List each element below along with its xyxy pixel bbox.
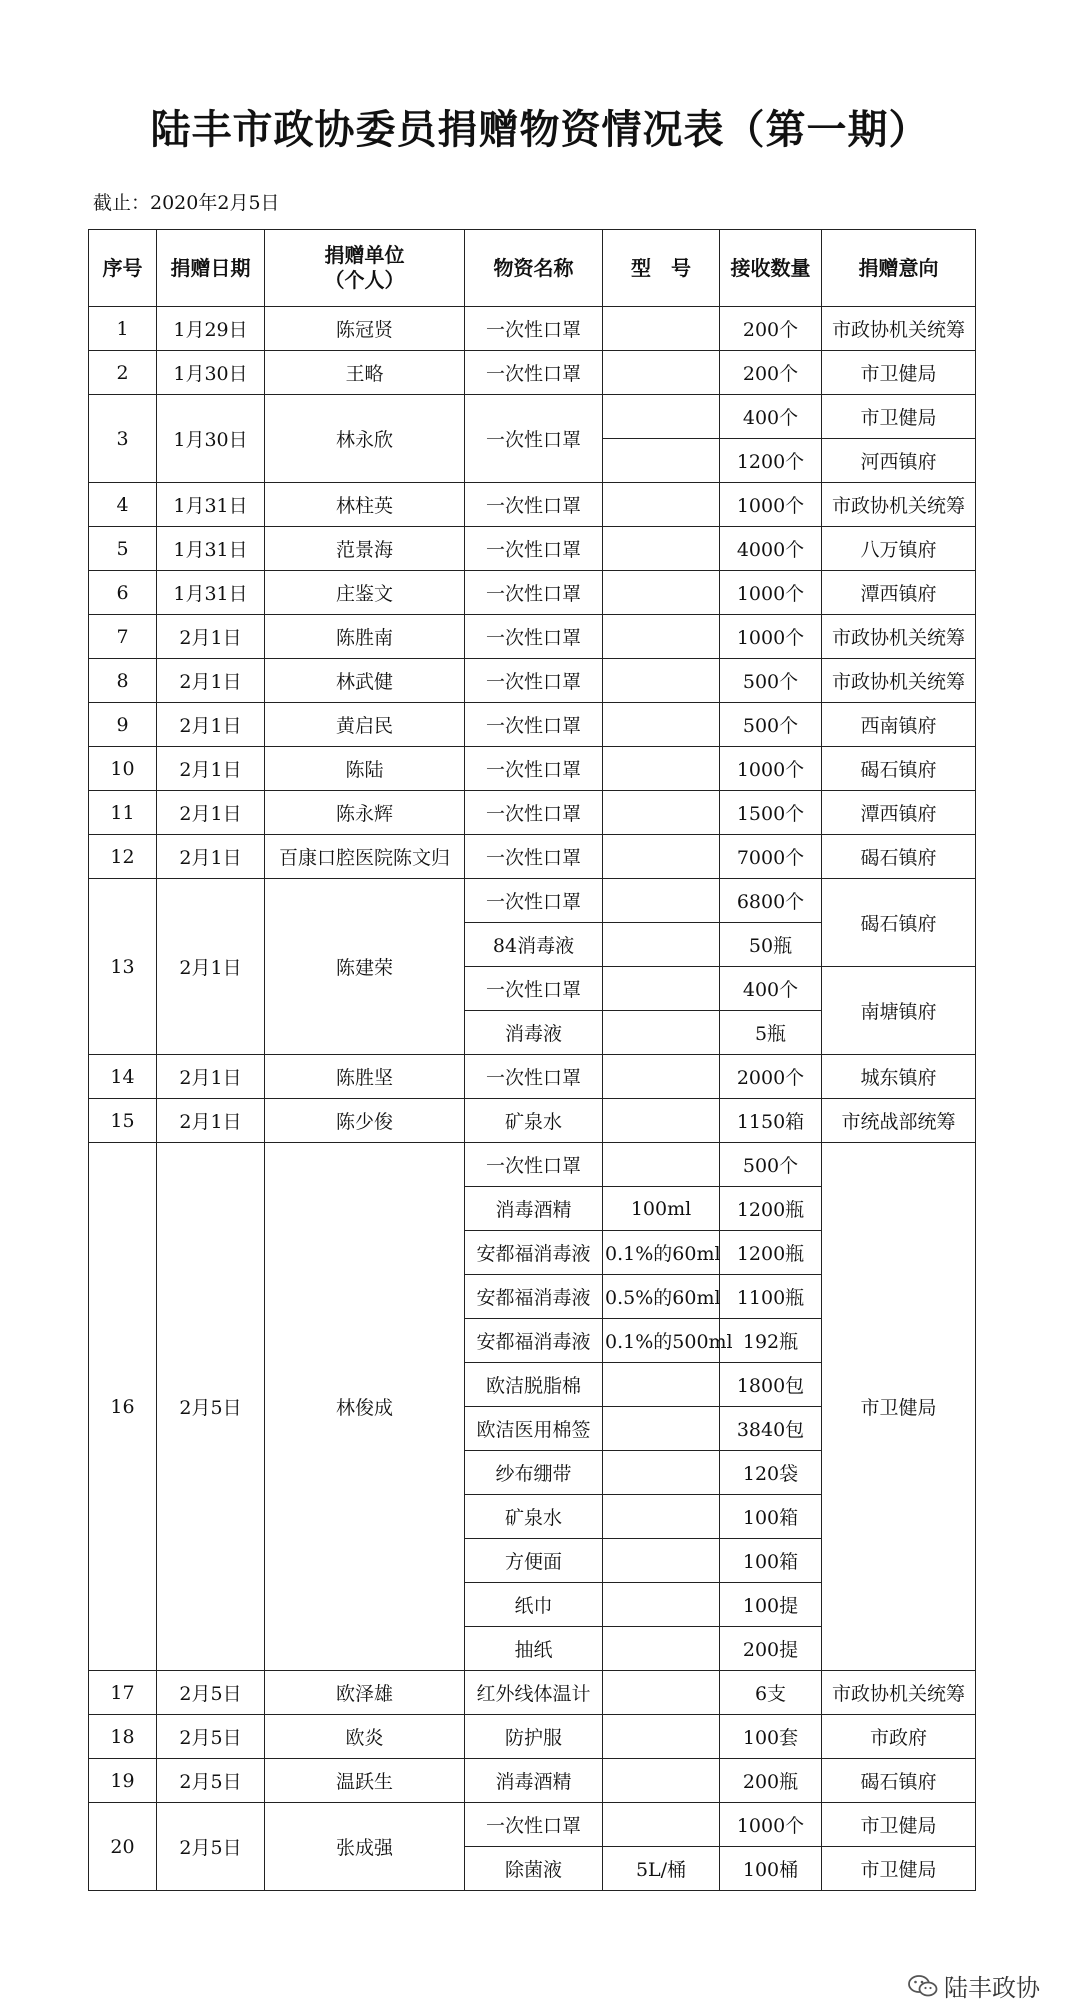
cell-item: 一次性口罩 bbox=[465, 659, 603, 703]
header-qty: 接收数量 bbox=[720, 230, 822, 307]
cell-model bbox=[603, 703, 720, 747]
header-donor-line2: （个人） bbox=[324, 268, 405, 292]
cell-no: 13 bbox=[89, 879, 157, 1055]
cell-qty: 100套 bbox=[720, 1715, 822, 1759]
cell-item: 一次性口罩 bbox=[465, 791, 603, 835]
cell-item: 一次性口罩 bbox=[465, 395, 603, 483]
table-row bbox=[89, 351, 976, 395]
cell-qty: 1000个 bbox=[720, 1803, 822, 1847]
table-row bbox=[89, 307, 976, 351]
cell-date: 2月1日 bbox=[157, 1099, 265, 1143]
cell-recipient: 碣石镇府 bbox=[822, 1759, 976, 1803]
cell-item: 纱布绷带 bbox=[465, 1451, 603, 1495]
cell-recipient: 潭西镇府 bbox=[822, 791, 976, 835]
cell-qty: 100箱 bbox=[720, 1539, 822, 1583]
cell-qty: 500个 bbox=[720, 703, 822, 747]
cell-item: 一次性口罩 bbox=[465, 1803, 603, 1847]
cell-model bbox=[603, 791, 720, 835]
cell-donor: 林俊成 bbox=[265, 1143, 465, 1671]
cell-item: 矿泉水 bbox=[465, 1495, 603, 1539]
cell-recipient: 碣石镇府 bbox=[822, 835, 976, 879]
cell-model bbox=[603, 1099, 720, 1143]
table-row bbox=[89, 791, 976, 835]
cell-item: 欧洁脱脂棉 bbox=[465, 1363, 603, 1407]
cell-no: 20 bbox=[89, 1803, 157, 1891]
cell-qty: 120袋 bbox=[720, 1451, 822, 1495]
cell-item: 一次性口罩 bbox=[465, 527, 603, 571]
cell-model bbox=[603, 835, 720, 879]
table-row bbox=[89, 615, 976, 659]
cell-model bbox=[603, 1759, 720, 1803]
cell-date: 2月5日 bbox=[157, 1715, 265, 1759]
cell-model bbox=[603, 1539, 720, 1583]
cell-model bbox=[603, 1495, 720, 1539]
cell-qty: 1200瓶 bbox=[720, 1187, 822, 1231]
cell-qty: 50瓶 bbox=[720, 923, 822, 967]
cell-item: 一次性口罩 bbox=[465, 703, 603, 747]
cell-model bbox=[603, 1803, 720, 1847]
cell-no: 18 bbox=[89, 1715, 157, 1759]
table-row bbox=[89, 703, 976, 747]
cell-model bbox=[603, 1451, 720, 1495]
cell-item: 一次性口罩 bbox=[465, 747, 603, 791]
cell-date: 2月1日 bbox=[157, 659, 265, 703]
cell-date: 2月5日 bbox=[157, 1143, 265, 1671]
cell-qty: 1100瓶 bbox=[720, 1275, 822, 1319]
cell-item: 安都福消毒液 bbox=[465, 1319, 603, 1363]
wechat-icon bbox=[908, 1974, 938, 2004]
cell-item: 防护服 bbox=[465, 1715, 603, 1759]
cell-no: 3 bbox=[89, 395, 157, 483]
cell-item: 一次性口罩 bbox=[465, 615, 603, 659]
table-row bbox=[89, 835, 976, 879]
cell-model bbox=[603, 1143, 720, 1187]
table-row bbox=[89, 879, 976, 923]
cell-qty: 200瓶 bbox=[720, 1759, 822, 1803]
cell-qty: 192瓶 bbox=[720, 1319, 822, 1363]
cell-item: 纸巾 bbox=[465, 1583, 603, 1627]
cell-donor: 温跃生 bbox=[265, 1759, 465, 1803]
footer-watermark bbox=[908, 1968, 1040, 2004]
cell-date: 1月31日 bbox=[157, 483, 265, 527]
table-row bbox=[89, 747, 976, 791]
cell-item: 一次性口罩 bbox=[465, 1143, 603, 1187]
cell-item: 红外线体温计 bbox=[465, 1671, 603, 1715]
cell-qty: 6800个 bbox=[720, 879, 822, 923]
cell-donor: 林永欣 bbox=[265, 395, 465, 483]
cell-date: 2月1日 bbox=[157, 615, 265, 659]
cell-no: 19 bbox=[89, 1759, 157, 1803]
cell-date: 1月31日 bbox=[157, 527, 265, 571]
cell-recipient: 市统战部统筹 bbox=[822, 1099, 976, 1143]
cell-recipient: 市政协机关统筹 bbox=[822, 483, 976, 527]
cell-item: 安都福消毒液 bbox=[465, 1231, 603, 1275]
cell-donor: 陈建荣 bbox=[265, 879, 465, 1055]
cell-model bbox=[603, 1055, 720, 1099]
cell-qty: 200提 bbox=[720, 1627, 822, 1671]
cell-recipient: 碣石镇府 bbox=[822, 879, 976, 967]
header-donor bbox=[265, 230, 465, 307]
cell-model bbox=[603, 659, 720, 703]
cell-qty: 1200瓶 bbox=[720, 1231, 822, 1275]
cell-model: 100ml bbox=[603, 1187, 720, 1231]
cell-qty: 4000个 bbox=[720, 527, 822, 571]
cell-item: 84消毒液 bbox=[465, 923, 603, 967]
header-no: 序号 bbox=[89, 230, 157, 307]
cell-qty: 100箱 bbox=[720, 1495, 822, 1539]
cell-qty: 500个 bbox=[720, 1143, 822, 1187]
cell-model bbox=[603, 527, 720, 571]
cell-item: 一次性口罩 bbox=[465, 483, 603, 527]
table-row bbox=[89, 1759, 976, 1803]
cell-date: 1月29日 bbox=[157, 307, 265, 351]
cell-qty: 400个 bbox=[720, 395, 822, 439]
cell-recipient: 河西镇府 bbox=[822, 439, 976, 483]
cell-qty: 1200个 bbox=[720, 439, 822, 483]
cell-donor: 黄启民 bbox=[265, 703, 465, 747]
cell-recipient: 市政协机关统筹 bbox=[822, 1671, 976, 1715]
cell-model: 0.1%的60ml bbox=[603, 1231, 720, 1275]
cell-item: 安都福消毒液 bbox=[465, 1275, 603, 1319]
cell-item: 矿泉水 bbox=[465, 1099, 603, 1143]
cell-qty: 2000个 bbox=[720, 1055, 822, 1099]
cell-donor: 陈永辉 bbox=[265, 791, 465, 835]
cell-no: 12 bbox=[89, 835, 157, 879]
cell-item: 抽纸 bbox=[465, 1627, 603, 1671]
footer-account: 陆丰政协 bbox=[944, 1974, 1040, 2002]
cell-donor: 王略 bbox=[265, 351, 465, 395]
header-donor-line1: 捐赠单位 bbox=[324, 243, 405, 267]
cell-model bbox=[603, 747, 720, 791]
cell-qty: 1800包 bbox=[720, 1363, 822, 1407]
cell-no: 6 bbox=[89, 571, 157, 615]
cell-model bbox=[603, 1407, 720, 1451]
cell-no: 16 bbox=[89, 1143, 157, 1671]
table-row bbox=[89, 1099, 976, 1143]
cell-donor: 百康口腔医院陈文归 bbox=[265, 835, 465, 879]
cell-qty: 3840包 bbox=[720, 1407, 822, 1451]
cell-donor: 张成强 bbox=[265, 1803, 465, 1891]
cell-no: 9 bbox=[89, 703, 157, 747]
cell-qty: 200个 bbox=[720, 351, 822, 395]
cell-no: 5 bbox=[89, 527, 157, 571]
cell-item: 除菌液 bbox=[465, 1847, 603, 1891]
cell-model bbox=[603, 351, 720, 395]
cell-qty: 1000个 bbox=[720, 571, 822, 615]
cell-model bbox=[603, 571, 720, 615]
cell-date: 2月1日 bbox=[157, 835, 265, 879]
cell-qty: 400个 bbox=[720, 967, 822, 1011]
cell-model bbox=[603, 923, 720, 967]
cell-model bbox=[603, 1011, 720, 1055]
cell-model bbox=[603, 1627, 720, 1671]
header-date: 捐赠日期 bbox=[157, 230, 265, 307]
cell-item: 一次性口罩 bbox=[465, 1055, 603, 1099]
cell-donor: 林柱英 bbox=[265, 483, 465, 527]
cell-model: 0.1%的500ml bbox=[603, 1319, 720, 1363]
cell-model: 0.5%的60ml bbox=[603, 1275, 720, 1319]
table-row bbox=[89, 1143, 976, 1187]
cell-qty: 100桶 bbox=[720, 1847, 822, 1891]
cell-date: 1月30日 bbox=[157, 351, 265, 395]
cell-donor: 陈冠贤 bbox=[265, 307, 465, 351]
cell-model bbox=[603, 1583, 720, 1627]
cell-qty: 5瓶 bbox=[720, 1011, 822, 1055]
cell-qty: 7000个 bbox=[720, 835, 822, 879]
cell-no: 15 bbox=[89, 1099, 157, 1143]
table-row bbox=[89, 1671, 976, 1715]
table-row bbox=[89, 571, 976, 615]
cell-no: 7 bbox=[89, 615, 157, 659]
cell-no: 17 bbox=[89, 1671, 157, 1715]
cell-donor: 欧炎 bbox=[265, 1715, 465, 1759]
cell-date: 1月31日 bbox=[157, 571, 265, 615]
cell-model bbox=[603, 483, 720, 527]
cell-item: 一次性口罩 bbox=[465, 571, 603, 615]
cell-donor: 庄鉴文 bbox=[265, 571, 465, 615]
cell-recipient: 市政协机关统筹 bbox=[822, 307, 976, 351]
cell-donor: 陈胜坚 bbox=[265, 1055, 465, 1099]
cell-date: 2月1日 bbox=[157, 747, 265, 791]
cell-model: 5L/桶 bbox=[603, 1847, 720, 1891]
cell-no: 2 bbox=[89, 351, 157, 395]
page-title: 陆丰市政协委员捐赠物资情况表（第一期） bbox=[150, 107, 930, 153]
cell-recipient: 八万镇府 bbox=[822, 527, 976, 571]
as-of-date: 截止：2020年2月5日 bbox=[93, 192, 280, 214]
cell-donor: 陈少俊 bbox=[265, 1099, 465, 1143]
cell-qty: 1000个 bbox=[720, 747, 822, 791]
cell-recipient: 南塘镇府 bbox=[822, 967, 976, 1055]
header-item: 物资名称 bbox=[465, 230, 603, 307]
cell-donor: 陈陆 bbox=[265, 747, 465, 791]
cell-item: 一次性口罩 bbox=[465, 879, 603, 923]
cell-recipient: 市政协机关统筹 bbox=[822, 615, 976, 659]
cell-model bbox=[603, 307, 720, 351]
cell-qty: 1150箱 bbox=[720, 1099, 822, 1143]
cell-qty: 100提 bbox=[720, 1583, 822, 1627]
cell-donor: 林武健 bbox=[265, 659, 465, 703]
cell-recipient: 市政协机关统筹 bbox=[822, 659, 976, 703]
cell-recipient: 城东镇府 bbox=[822, 1055, 976, 1099]
donation-table bbox=[88, 229, 976, 1891]
cell-no: 10 bbox=[89, 747, 157, 791]
cell-no: 1 bbox=[89, 307, 157, 351]
cell-recipient: 市卫健局 bbox=[822, 1803, 976, 1847]
table-row bbox=[89, 483, 976, 527]
cell-model bbox=[603, 1671, 720, 1715]
cell-qty: 500个 bbox=[720, 659, 822, 703]
header-row bbox=[89, 230, 976, 307]
cell-item: 一次性口罩 bbox=[465, 967, 603, 1011]
table-body bbox=[89, 307, 976, 1891]
cell-date: 1月30日 bbox=[157, 395, 265, 483]
table-row bbox=[89, 659, 976, 703]
cell-date: 2月1日 bbox=[157, 791, 265, 835]
cell-date: 2月5日 bbox=[157, 1671, 265, 1715]
cell-recipient: 市政府 bbox=[822, 1715, 976, 1759]
cell-recipient: 碣石镇府 bbox=[822, 747, 976, 791]
cell-recipient: 市卫健局 bbox=[822, 1143, 976, 1671]
cell-item: 一次性口罩 bbox=[465, 307, 603, 351]
cell-no: 14 bbox=[89, 1055, 157, 1099]
cell-item: 消毒酒精 bbox=[465, 1759, 603, 1803]
cell-recipient: 潭西镇府 bbox=[822, 571, 976, 615]
table-row bbox=[89, 1715, 976, 1759]
cell-no: 8 bbox=[89, 659, 157, 703]
cell-recipient: 市卫健局 bbox=[822, 395, 976, 439]
cell-qty: 1500个 bbox=[720, 791, 822, 835]
cell-model bbox=[603, 615, 720, 659]
cell-date: 2月1日 bbox=[157, 879, 265, 1055]
cell-qty: 1000个 bbox=[720, 483, 822, 527]
cell-model bbox=[603, 1715, 720, 1759]
cell-date: 2月1日 bbox=[157, 703, 265, 747]
cell-donor: 欧泽雄 bbox=[265, 1671, 465, 1715]
cell-no: 11 bbox=[89, 791, 157, 835]
cell-model bbox=[603, 1363, 720, 1407]
cell-model bbox=[603, 395, 720, 439]
cell-date: 2月1日 bbox=[157, 1055, 265, 1099]
cell-item: 一次性口罩 bbox=[465, 351, 603, 395]
table-row bbox=[89, 1803, 976, 1847]
cell-date: 2月5日 bbox=[157, 1759, 265, 1803]
table-row bbox=[89, 395, 976, 439]
cell-donor: 范景海 bbox=[265, 527, 465, 571]
cell-no: 4 bbox=[89, 483, 157, 527]
cell-qty: 200个 bbox=[720, 307, 822, 351]
cell-item: 方便面 bbox=[465, 1539, 603, 1583]
header-recipient: 捐赠意向 bbox=[822, 230, 976, 307]
cell-donor: 陈胜南 bbox=[265, 615, 465, 659]
cell-item: 消毒液 bbox=[465, 1011, 603, 1055]
cell-recipient: 西南镇府 bbox=[822, 703, 976, 747]
cell-item: 消毒酒精 bbox=[465, 1187, 603, 1231]
cell-model bbox=[603, 439, 720, 483]
cell-item: 欧洁医用棉签 bbox=[465, 1407, 603, 1451]
header-model: 型 号 bbox=[603, 230, 720, 307]
cell-qty: 6支 bbox=[720, 1671, 822, 1715]
cell-recipient: 市卫健局 bbox=[822, 351, 976, 395]
table-row bbox=[89, 1055, 976, 1099]
cell-item: 一次性口罩 bbox=[465, 835, 603, 879]
cell-model bbox=[603, 967, 720, 1011]
cell-qty: 1000个 bbox=[720, 615, 822, 659]
cell-model bbox=[603, 879, 720, 923]
cell-recipient: 市卫健局 bbox=[822, 1847, 976, 1891]
cell-date: 2月5日 bbox=[157, 1803, 265, 1891]
table-row bbox=[89, 527, 976, 571]
